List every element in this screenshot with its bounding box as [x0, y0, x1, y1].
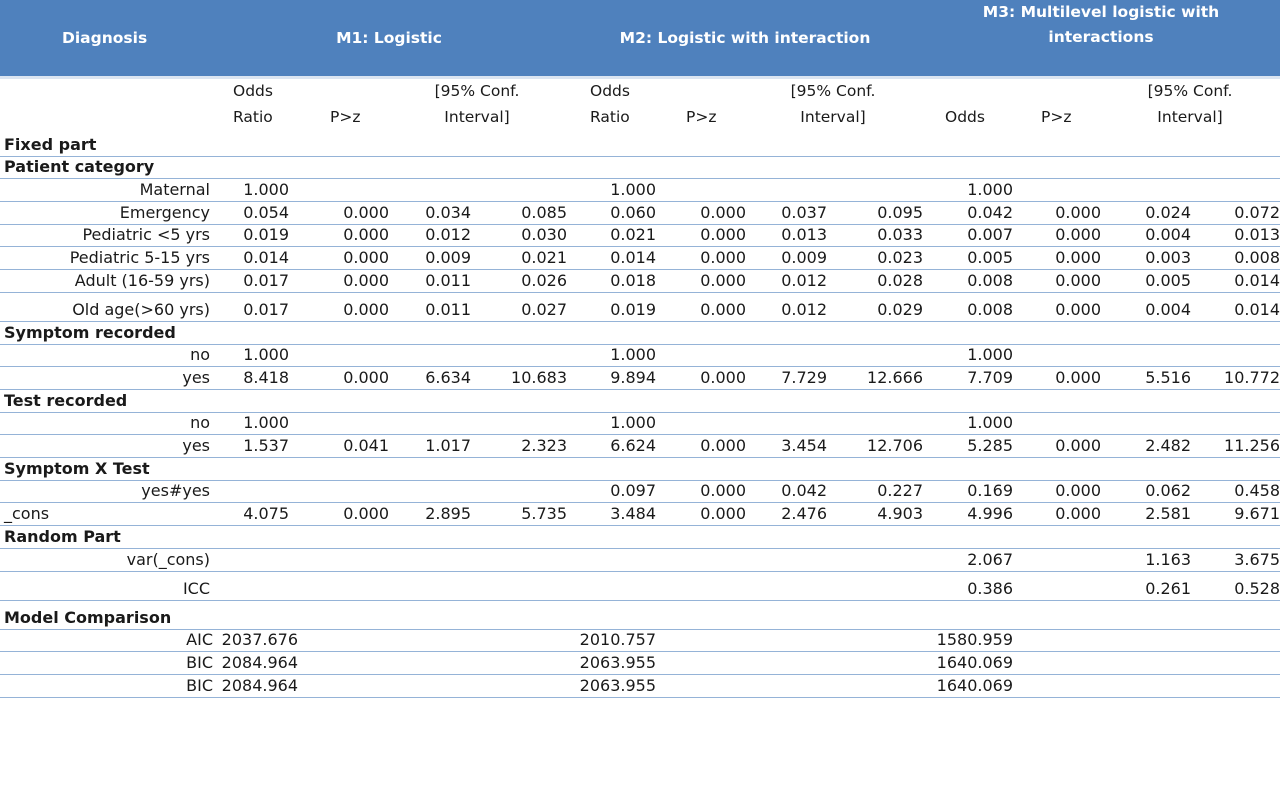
row-label: Emergency: [119, 202, 210, 222]
ci-header-m2: [95% Conf.: [790, 82, 876, 100]
comparison-label: BIC: [186, 652, 213, 672]
table-cell: 0.012: [781, 270, 827, 290]
table-cell: 0.012: [781, 299, 827, 319]
table-cell: 0.000: [1055, 225, 1101, 245]
table-cell: 0.012: [425, 225, 471, 245]
section-label: Fixed part: [4, 134, 97, 154]
row-label: Adult (16-59 yrs): [74, 270, 210, 290]
table-cell: 1.163: [1145, 549, 1191, 569]
table-cell: 0.007: [967, 225, 1013, 245]
table-cell: 0.014: [1234, 270, 1280, 290]
table-cell: 0.000: [700, 202, 746, 222]
table-cell: 0.000: [1055, 436, 1101, 456]
table-cell: 0.000: [343, 202, 389, 222]
table-cell: 0.023: [877, 248, 923, 268]
section-label: Test recorded: [4, 390, 128, 410]
odds-header-m3: Odds: [945, 108, 985, 126]
table-cell: 0.011: [425, 299, 471, 319]
header-m3-line2: interactions: [1048, 28, 1154, 46]
table-cell: 0.000: [1055, 481, 1101, 501]
table-cell: 12.706: [867, 436, 923, 456]
table-cell: 2.067: [967, 549, 1013, 569]
table-cell: 5.285: [967, 436, 1013, 456]
table-cell: 0.004: [1145, 299, 1191, 319]
comparison-label: AIC: [186, 630, 213, 650]
table-cell: 4.903: [877, 504, 923, 524]
table-row: [0, 270, 1280, 293]
table-cell: 0.027: [521, 299, 567, 319]
table-cell: 0.097: [610, 481, 656, 501]
table-cell: 7.709: [967, 367, 1013, 387]
table-row: [0, 179, 1280, 202]
section-label: Symptom X Test: [4, 458, 150, 478]
table-cell: 0.024: [1145, 202, 1191, 222]
table-cell: 0.000: [1055, 202, 1101, 222]
ci-header-m1-line2: Interval]: [444, 108, 510, 126]
table-row: [0, 345, 1280, 368]
pz-header-m3: P>z: [1041, 108, 1072, 126]
table-cell: 5.735: [521, 504, 567, 524]
table-cell: 0.018: [610, 270, 656, 290]
table-cell: 0.030: [521, 225, 567, 245]
table-cell: 1.000: [967, 413, 1013, 433]
table-cell: 0.005: [967, 248, 1013, 268]
table-cell: 0.028: [877, 270, 923, 290]
table-cell: 0.037: [781, 202, 827, 222]
comparison-row: [0, 630, 1280, 653]
table-cell: 0.042: [967, 202, 1013, 222]
table-cell: 0.169: [967, 481, 1013, 501]
table-cell: 0.261: [1145, 578, 1191, 598]
section-row: [0, 134, 1280, 157]
table-cell: 0.000: [1055, 504, 1101, 524]
table-cell: 0.004: [1145, 225, 1191, 245]
table-cell: 0.000: [343, 367, 389, 387]
table-cell: 0.000: [1055, 367, 1101, 387]
table-cell: 0.003: [1145, 248, 1191, 268]
row-label: yes: [182, 367, 210, 387]
table-cell: 0.000: [700, 299, 746, 319]
table-cell: 0.054: [243, 202, 289, 222]
table-cell: 0.005: [1145, 270, 1191, 290]
table-cell: 0.033: [877, 225, 923, 245]
comparison-row: [0, 652, 1280, 675]
table-row: [0, 435, 1280, 458]
table-cell: 0.227: [877, 481, 923, 501]
table-cell: 0.000: [700, 504, 746, 524]
odds-ratio-header-m1: Odds: [233, 82, 273, 100]
table-row: [0, 481, 1280, 504]
table-cell: 0.021: [610, 225, 656, 245]
table-cell: 0.072: [1234, 202, 1280, 222]
table-cell: 0.000: [343, 248, 389, 268]
comparison-value: 2010.757: [579, 630, 656, 650]
table-cell: 5.516: [1145, 367, 1191, 387]
header-m1: M1: Logistic: [336, 29, 442, 47]
section-row: [0, 601, 1280, 630]
table-cell: 11.256: [1224, 436, 1280, 456]
odds-ratio-header-m2-line2: Ratio: [590, 108, 630, 126]
table-cell: 0.095: [877, 202, 923, 222]
ci-header-m1: [95% Conf.: [434, 82, 520, 100]
table-cell: 1.000: [243, 413, 289, 433]
table-cell: 0.011: [425, 270, 471, 290]
header-m2: M2: Logistic with interaction: [619, 29, 871, 47]
table-cell: 6.634: [425, 367, 471, 387]
table-row: [0, 413, 1280, 436]
table-cell: 1.000: [243, 180, 289, 200]
table-cell: 1.000: [610, 413, 656, 433]
table-cell: 0.085: [521, 202, 567, 222]
table-row: [0, 367, 1280, 390]
header-underline: [0, 76, 1280, 79]
row-label: ICC: [182, 578, 210, 598]
table-cell: 0.000: [700, 481, 746, 501]
table-cell: 0.000: [343, 225, 389, 245]
table-cell: 0.386: [967, 578, 1013, 598]
table-cell: 2.895: [425, 504, 471, 524]
table-cell: 0.019: [243, 225, 289, 245]
table-cell: 0.013: [781, 225, 827, 245]
table-cell: 0.000: [700, 248, 746, 268]
section-row: [0, 390, 1280, 413]
comparison-value: 1640.069: [936, 675, 1013, 695]
row-label: no: [190, 345, 210, 365]
comparison-value: 2063.955: [579, 652, 656, 672]
comparison-value: 2063.955: [579, 675, 656, 695]
table-cell: 0.014: [1234, 299, 1280, 319]
table-cell: 0.021: [521, 248, 567, 268]
table-cell: 1.000: [610, 345, 656, 365]
table-cell: 0.014: [243, 248, 289, 268]
table-cell: 0.000: [343, 299, 389, 319]
row-label: yes#yes: [141, 481, 210, 501]
table-row: [0, 202, 1280, 225]
comparison-row: [0, 675, 1280, 698]
table-cell: 0.000: [700, 436, 746, 456]
row-label: no: [190, 413, 210, 433]
table-cell: 3.454: [781, 436, 827, 456]
comparison-value: 1640.069: [936, 652, 1013, 672]
comparison-value: 2084.964: [221, 675, 298, 695]
table-row: [0, 549, 1280, 572]
table-cell: 8.418: [243, 367, 289, 387]
table-cell: 3.484: [610, 504, 656, 524]
row-label: Pediatric <5 yrs: [82, 225, 210, 245]
table-cell: 0.042: [781, 481, 827, 501]
table-cell: 0.034: [425, 202, 471, 222]
pz-header-m1: P>z: [330, 108, 361, 126]
table-cell: 2.323: [521, 436, 567, 456]
table-cell: 0.026: [521, 270, 567, 290]
table-cell: 12.666: [867, 367, 923, 387]
table-cell: 0.008: [967, 270, 1013, 290]
table-cell: 0.000: [1055, 299, 1101, 319]
table-cell: 9.671: [1234, 504, 1280, 524]
section-label: Model Comparison: [4, 607, 172, 627]
section-label: Random Part: [4, 526, 121, 546]
table-cell: 0.000: [343, 270, 389, 290]
header-diagnosis: Diagnosis: [62, 29, 148, 47]
table-cell: 4.075: [243, 504, 289, 524]
table-cell: 2.476: [781, 504, 827, 524]
row-label: yes: [182, 436, 210, 456]
table-row: [0, 248, 1280, 271]
table-cell: 3.675: [1234, 549, 1280, 569]
table-cell: 0.062: [1145, 481, 1191, 501]
table-cell: 0.000: [700, 225, 746, 245]
table-cell: 1.537: [243, 436, 289, 456]
ci-header-m3: [95% Conf.: [1147, 82, 1233, 100]
table-cell: 1.000: [610, 180, 656, 200]
comparison-value: 2037.676: [221, 630, 298, 650]
table-cell: 2.581: [1145, 504, 1191, 524]
section-label: Patient category: [4, 157, 155, 177]
comparison-value: 1580.959: [936, 630, 1013, 650]
section-row: [0, 458, 1280, 481]
odds-ratio-header-m1-line2: Ratio: [233, 108, 273, 126]
table-cell: 0.008: [1234, 248, 1280, 268]
table-cell: 1.000: [967, 180, 1013, 200]
table-cell: 0.060: [610, 202, 656, 222]
table-row: [0, 572, 1280, 601]
pz-header-m2: P>z: [686, 108, 717, 126]
row-label: Pediatric 5-15 yrs: [69, 248, 210, 268]
row-label: Maternal: [139, 180, 210, 200]
odds-ratio-header-m2: Odds: [590, 82, 630, 100]
table-cell: 0.009: [425, 248, 471, 268]
table-cell: 7.729: [781, 367, 827, 387]
table-row: [0, 504, 1280, 527]
section-row: [0, 157, 1280, 180]
table-cell: 4.996: [967, 504, 1013, 524]
table-cell: 1.017: [425, 436, 471, 456]
table-cell: 0.014: [610, 248, 656, 268]
section-row: [0, 526, 1280, 549]
table-cell: 10.683: [511, 367, 567, 387]
table-cell: 0.017: [243, 299, 289, 319]
table-cell: 0.029: [877, 299, 923, 319]
header-m3-line1: M3: Multilevel logistic with: [982, 3, 1220, 21]
table-cell: 0.000: [700, 270, 746, 290]
section-label: Symptom recorded: [4, 322, 176, 342]
table-cell: 0.008: [967, 299, 1013, 319]
ci-header-m2-line2: Interval]: [800, 108, 866, 126]
table-row: [0, 293, 1280, 322]
table-cell: 1.000: [967, 345, 1013, 365]
table-cell: 0.000: [1055, 270, 1101, 290]
comparison-value: 2084.964: [221, 652, 298, 672]
table-cell: 1.000: [243, 345, 289, 365]
table-cell: 0.019: [610, 299, 656, 319]
row-label: var(_cons): [126, 549, 210, 569]
row-label: Old age(>60 yrs): [72, 299, 210, 319]
table-cell: 0.041: [343, 436, 389, 456]
table-cell: 10.772: [1224, 367, 1280, 387]
table-cell: 2.482: [1145, 436, 1191, 456]
table-cell: 0.458: [1234, 481, 1280, 501]
table-cell: 0.013: [1234, 225, 1280, 245]
ci-header-m3-line2: Interval]: [1157, 108, 1223, 126]
table-cell: 0.000: [700, 367, 746, 387]
table-cell: 0.000: [343, 504, 389, 524]
row-label: _cons: [4, 504, 50, 524]
comparison-label: BIC: [186, 675, 213, 695]
table-cell: 0.017: [243, 270, 289, 290]
table-cell: 0.009: [781, 248, 827, 268]
table-row: [0, 225, 1280, 248]
section-row: [0, 322, 1280, 345]
table-cell: 0.528: [1234, 578, 1280, 598]
table-cell: 0.000: [1055, 248, 1101, 268]
table-cell: 9.894: [610, 367, 656, 387]
table-header-bar: [0, 0, 1280, 76]
table-cell: 6.624: [610, 436, 656, 456]
